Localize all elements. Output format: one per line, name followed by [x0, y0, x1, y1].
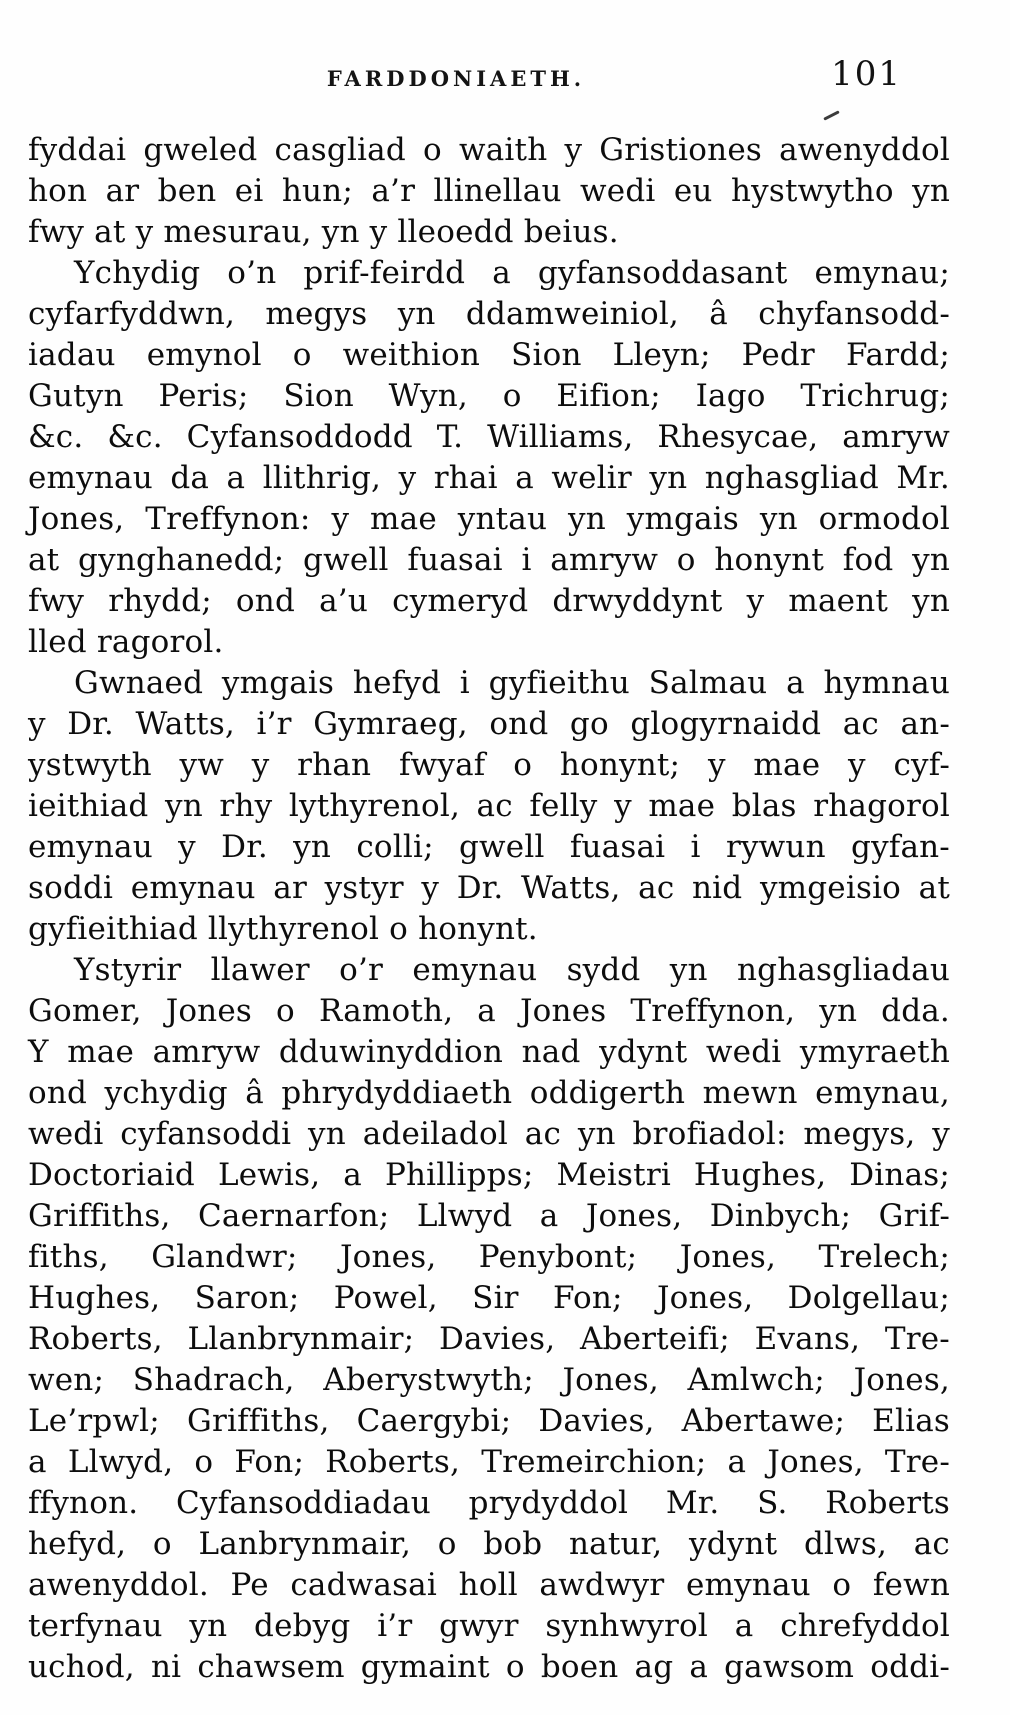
text-line: Ychydig o’n prif-feirdd a gyfansoddasant emynau; — [74, 255, 950, 291]
text-line: Le’rpwl; Griffiths, Caergybi; Davies, Abertawe; Elias — [28, 1403, 950, 1439]
text-line: awenyddol. Pe cadwasai holl awdwyr emynau o fewn — [28, 1567, 950, 1603]
text-line: &c. &c. Cyfansoddodd T. Williams, Rhesycae, amryw — [28, 419, 950, 455]
text-line: ond ychydig â phrydyddiaeth oddigerth mewn emynau, — [28, 1075, 950, 1111]
text-line: gyfieithiad llythyrenol o honynt. — [28, 911, 538, 947]
text-line: Gwnaed ymgais hefyd i gyfieithu Salmau a hymnau — [74, 665, 950, 701]
text-line: Doctoriaid Lewis, a Phillipps; Meistri Hughes, Dinas; — [28, 1157, 950, 1193]
text-line: Griffiths, Caernarfon; Llwyd a Jones, Dinbych; Grif- — [28, 1198, 950, 1234]
page-number: 101 — [831, 54, 902, 94]
text-line: terfynau yn debyg i’r gwyr synhwyrol a chrefyddol — [28, 1608, 950, 1644]
ink-smudge-mark — [823, 110, 840, 120]
text-line: ieithiad yn rhy lythyrenol, ac felly y mae blas rhagorol — [28, 788, 950, 824]
text-line: emynau da a llithrig, y rhai a welir yn nghasgliad Mr. — [28, 460, 950, 496]
paragraph — [28, 950, 950, 1688]
paragraph — [28, 663, 950, 950]
text-line: Ystyrir llawer o’r emynau sydd yn nghasgliadau — [74, 952, 950, 988]
text-line: fwy rhydd; ond a’u cymeryd drwyddynt y maent yn — [28, 583, 950, 619]
text-line: soddi emynau ar ystyr y Dr. Watts, ac nid ymgeisio at — [28, 870, 950, 906]
text-line: Hughes, Saron; Powel, Sir Fon; Jones, Dolgellau; — [28, 1280, 950, 1316]
text-block — [28, 130, 950, 1688]
text-line: lled ragorol. — [28, 624, 224, 660]
text-line: wedi cyfansoddi yn adeiladol ac yn brofiadol: megys, y — [28, 1116, 950, 1152]
text-line: uchod, ni chawsem gymaint o boen ag a gawsom oddi- — [28, 1649, 950, 1685]
text-line: a Llwyd, o Fon; Roberts, Tremeirchion; a Jones, Tre- — [28, 1444, 950, 1480]
text-line: Gutyn Peris; Sion Wyn, o Eifion; Iago Trichrug; — [28, 378, 950, 414]
text-line: hefyd, o Lanbrynmair, o bob natur, ydynt dlws, ac — [28, 1526, 950, 1562]
text-line: ystwyth yw y rhan fwyaf o honynt; y mae y cyf- — [28, 747, 950, 783]
text-line: cyfarfyddwn, megys yn ddamweiniol, â chyfansodd- — [28, 296, 950, 332]
running-title: FARDDONIAETH. — [326, 66, 586, 91]
text-line: Gomer, Jones o Ramoth, a Jones Treffynon, yn dda. — [28, 993, 950, 1029]
text-line: iadau emynol o weithion Sion Lleyn; Pedr Fardd; — [28, 337, 950, 373]
paragraph — [28, 130, 950, 253]
text-line: Roberts, Llanbrynmair; Davies, Aberteifi; Evans, Tre- — [28, 1321, 950, 1357]
text-line: ffynon. Cyfansoddiadau prydyddol Mr. S. Roberts — [28, 1485, 950, 1521]
text-line: fwy at y mesurau, yn y lleoedd beius. — [28, 214, 619, 250]
text-line: Y mae amryw dduwinyddion nad ydynt wedi ymyraeth — [28, 1034, 950, 1070]
page-header — [28, 0, 950, 120]
text-line: at gynghanedd; gwell fuasai i amryw o honynt fod yn — [28, 542, 950, 578]
text-line: emynau y Dr. yn colli; gwell fuasai i rywun gyfan- — [28, 829, 950, 865]
text-line: fyddai gweled casgliad o waith y Gristiones awenyddol — [28, 132, 950, 168]
text-line: hon ar ben ei hun; a’r llinellau wedi eu hystwytho yn — [28, 173, 950, 209]
text-line: Jones, Treffynon: y mae yntau yn ymgais yn ormodol — [28, 501, 950, 537]
text-line: wen; Shadrach, Aberystwyth; Jones, Amlwch; Jones, — [28, 1362, 950, 1398]
text-line: fiths, Glandwr; Jones, Penybont; Jones, Trelech; — [28, 1239, 950, 1275]
text-line: y Dr. Watts, i’r Gymraeg, ond go glogyrnaidd ac an- — [28, 706, 950, 742]
paragraph — [28, 253, 950, 663]
